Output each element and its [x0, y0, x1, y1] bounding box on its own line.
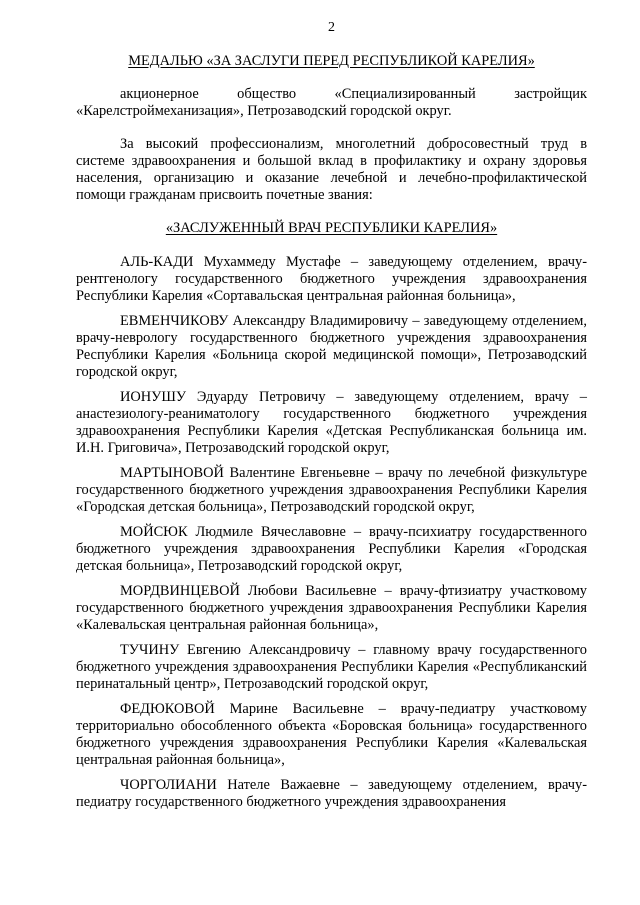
awardee-paragraph: ЕВМЕНЧИКОВУ Александру Владимировичу – заведующему отделением, врачу-неврологу государственного бюджетного учреждения здравоохранения Республики Карелия «Больница скорой медицинской помощи», Петрозаводский городской округ, [76, 313, 587, 380]
title-heading: «ЗАСЛУЖЕННЫЙ ВРАЧ РЕСПУБЛИКИ КАРЕЛИЯ» [165, 220, 498, 236]
intro-paragraph: За высокий профессионализм, многолетний добросовестный труд в системе здравоохранения и большой вклад в профилактику и охрану здоровья населения, организацию и оказание лечебной и лечебно-профилактической помощи гражданам присвоить почетные звания: [76, 136, 587, 203]
medal-heading: МЕДАЛЬЮ «ЗА ЗАСЛУГИ ПЕРЕД РЕСПУБЛИКОЙ КАРЕЛИЯ» [128, 53, 535, 69]
awardee-paragraph: ЧОРГОЛИАНИ Нателе Важаевне – заведующему отделением, врачу-педиатру государственного бюджетного учреждения здравоохранения [76, 777, 587, 810]
awardee-paragraph: ТУЧИНУ Евгению Александровичу – главному врачу государственного бюджетного учреждения здравоохранения Республики Карелия «Республиканский перинатальный центр», Петрозаводский городской округ, [76, 642, 587, 692]
medal-recipient: акционерное общество «Специализированный застройщик «Карелстроймеханизация», Петрозаводский городской округ. [76, 86, 587, 119]
awardee-paragraph: МОРДВИНЦЕВОЙ Любови Васильевне – врачу-фтизиатру участковому государственного бюджетного учреждения здравоохранения Республики Карелия «Калевальская центральная районная больница», [76, 583, 587, 633]
awardee-paragraph: АЛЬ-КАДИ Мухаммеду Мустафе – заведующему отделением, врачу-рентгенологу государственного бюджетного учреждения здравоохранения Республики Карелия «Сортавальская центральная районная больница», [76, 254, 587, 304]
awardee-paragraph: ФЕДЮКОВОЙ Марине Васильевне – врачу-педиатру участковому территориально обособленного объекта «Боровская больница» государственного бюджетного учреждения здравоохранения Республики Карелия «Калевальская центральная районная больница», [76, 701, 587, 768]
awardee-paragraph: ИОНУШУ Эдуарду Петровичу – заведующему отделением, врачу – анастезиологу-реаниматологу государственного бюджетного учреждения здравоохранения Республики Карелия «Детская Республиканская больница им. И.Н. Григовича», Петрозаводский городской округ, [76, 389, 587, 456]
document-body [76, 53, 587, 819]
page-number: 2 [328, 20, 335, 35]
awardee-paragraph: МАРТЫНОВОЙ Валентине Евгеньевне – врачу по лечебной физкультуре государственного бюджетного учреждения здравоохранения Республики Карелия «Городская детская больница», Петрозаводский городской округ, [76, 465, 587, 515]
awardee-paragraph: МОЙСЮК Людмиле Вячеславовне – врачу-психиатру государственного бюджетного учреждения здравоохранения Республики Карелия «Городская детская больница», Петрозаводский городской округ, [76, 524, 587, 574]
